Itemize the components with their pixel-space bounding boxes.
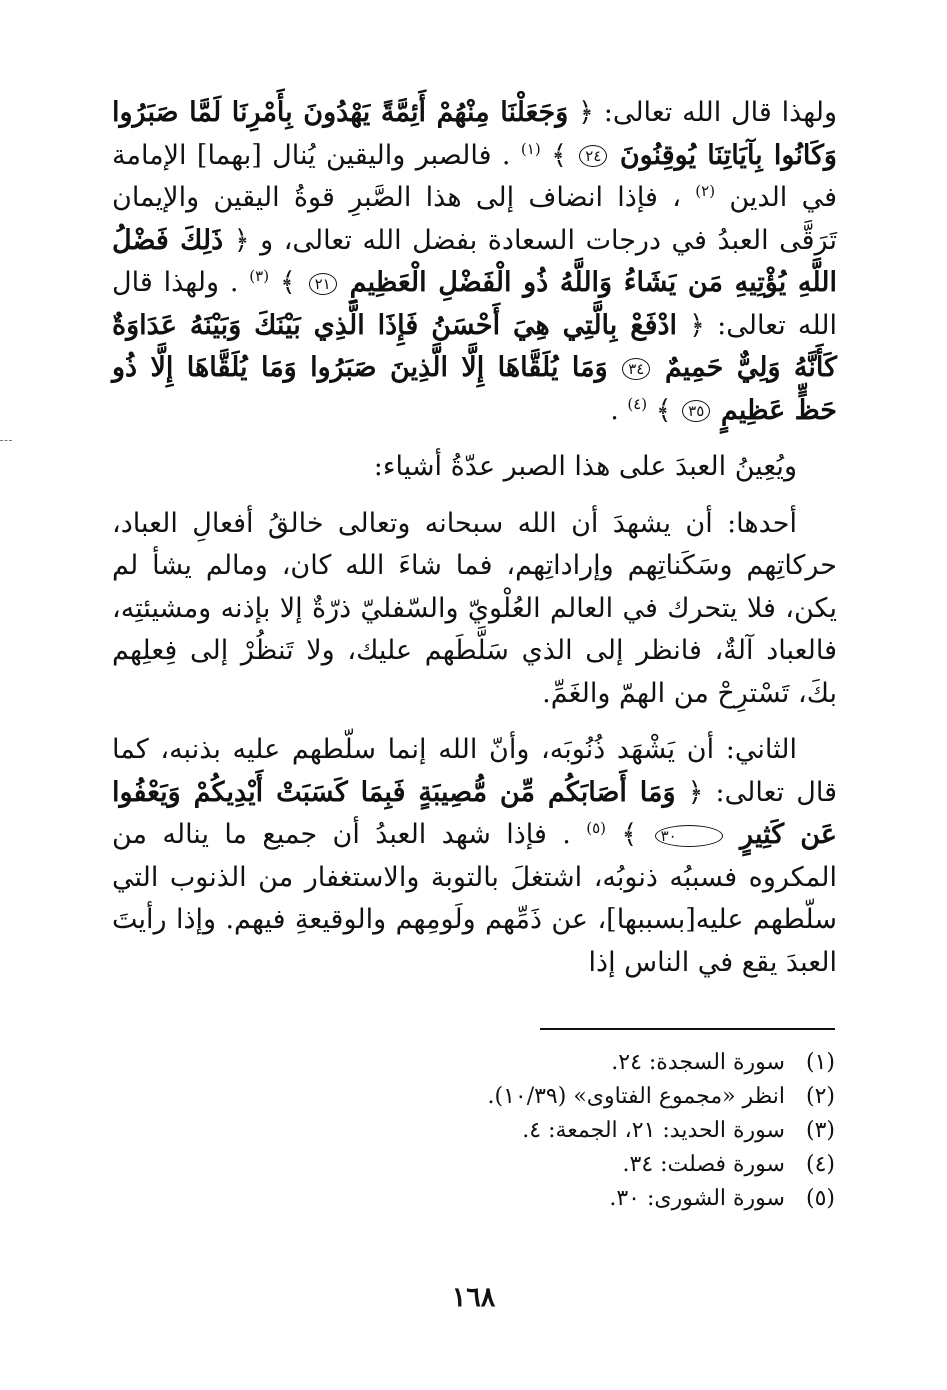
footnotes-list	[235, 1046, 835, 1216]
text-run: .	[610, 394, 619, 426]
text-run: ولهذا قال الله تعالى:	[603, 97, 837, 128]
footnote-text: انظر «مجموع الفتاوى» (١٠/٣٩).	[487, 1084, 785, 1109]
footnote-item	[235, 1080, 835, 1114]
paragraph-3: أحدها: أن يشهدَ أن الله سبحانه وتعالى خالقُ أفعالِ العباد، حركاتِهم وسَكَناتِهم وإراداتِهم، فما شاءَ الله كان، ومالم يشأ لم يكن، فلا يتحرك في العالم العُلْويّ والسّفليّ ذرّةٌ إلا بإذنه ومشيئتِه، فالعباد آلةٌ، فانظر إلى الذي سَلَّطَهم عليك، ولا تَنظُرْ إلى فِعلِهم بكَ، تَسْترِحْ من الهمّ والغَمِّ.	[112, 507, 837, 709]
ornate-bracket-close: ﴾	[279, 267, 296, 298]
footnote-number: (٢)	[805, 1084, 835, 1109]
footnote-text: سورة فصلت: ٣٤.	[622, 1152, 785, 1177]
ayah-number-marker: ٢٤	[579, 145, 607, 167]
text-run: ، فإذا انضاف إلى هذا الصَّبرِ قوةُ اليقين والإيمان تَرَقَّى العبدُ في درجات السعادة بفضل الله تعالى، و	[112, 182, 837, 256]
footnote-item	[235, 1182, 835, 1216]
paragraph-1	[112, 92, 837, 432]
text-run: . فإذا شهد العبدُ أن جميع ما يناله من المكروه فسببُه ذنوبُه، اشتغلَ بالتوبة والاستغفار من الذنوب التي سلّطهم عليه[بسببها]، عن ذَمِّهم ولَومِهم والوقيعةِ فيهم. وإذا رأيتَ العبدَ يقع في الناس إذا	[112, 819, 837, 978]
quran-verse: ادْفَعْ بِالَّتِي هِيَ أَحْسَنُ فَإِذَا الَّذِي بَيْنَكَ وَبَيْنَهُ عَدَاوَةٌ كَأَنَّهُ وَلِيٌّ حَمِيمٌ	[112, 309, 837, 383]
footnote-text: سورة الحديد: ٢١، الجمعة: ٤.	[522, 1118, 785, 1143]
footnote-ref: (٥)	[586, 819, 607, 837]
ayah-number-marker: ٣٥	[682, 400, 710, 422]
footnote-text: سورة الشورى: ٣٠.	[609, 1186, 785, 1211]
footnote-ref: (١)	[520, 139, 541, 158]
paragraph-4	[112, 729, 837, 984]
paragraph-2: ويُعِينُ العبدَ على هذا الصبر عدّةُ أشياء:	[373, 451, 797, 482]
ornate-bracket-open: ﴿	[687, 776, 704, 808]
footnote-item	[235, 1148, 835, 1182]
footnote-number: (٤)	[805, 1152, 835, 1177]
ornate-bracket-close: ﴾	[655, 394, 672, 426]
page-number: ١٦٨	[451, 1282, 496, 1313]
footnote-text: سورة السجدة: ٢٤.	[611, 1050, 785, 1075]
ayah-number-marker: ٣٤	[622, 358, 650, 380]
footnote-number: (٥)	[805, 1186, 835, 1211]
main-text	[112, 92, 837, 984]
ornate-bracket-open: ﴿	[233, 224, 250, 256]
footnote-ref: (٤)	[627, 394, 648, 413]
footnote-separator	[540, 1028, 835, 1030]
ornate-bracket-close: ﴾	[551, 139, 567, 171]
footnote-ref: (٢)	[695, 182, 716, 200]
footnote-number: (١)	[805, 1050, 835, 1075]
footnote-number: (٣)	[805, 1118, 835, 1143]
ornate-bracket-open: ﴿	[578, 97, 594, 128]
ornate-bracket-close: ﴾	[621, 819, 638, 850]
quran-verse: وَجَعَلْنَا مِنْهُمْ أَئِمَّةً يَهْدُونَ بِأَمْرِنَا لَمَّا صَبَرُوا وَكَانُوا بِآيَاتِنَا يُوقِنُونَ	[112, 97, 837, 171]
ornate-bracket-open: ﴿	[689, 309, 705, 341]
text-run: . ولهذا قال الله تعالى:	[112, 267, 837, 341]
ayah-number-marker: ٣٠	[655, 825, 723, 847]
ayah-number-marker: ٢١	[309, 273, 337, 295]
text-run: . فالصبر واليقين يُنال [بهما] الإمامة في الدين	[112, 139, 838, 213]
footnote-item	[235, 1046, 835, 1080]
text-run: الثاني: أن يَشْهَد ذُنُوبَه، وأنّ الله إنما سلّطهم عليه بذنبه، كما قال تعالى:	[112, 734, 837, 808]
footnote-item	[235, 1114, 835, 1148]
quran-verse: وَمَا أَصَابَكُم مِّن مُّصِيبَةٍ فَبِمَا كَسَبَتْ أَيْدِيكُمْ وَيَعْفُوا عَن كَثِيرٍ	[112, 776, 837, 850]
quran-verse: ذَلِكَ فَضْلُ اللَّهِ يُؤْتِيهِ مَن يَشَاءُ وَاللَّهُ ذُو الْفَضْلِ الْعَظِيمِ	[112, 224, 838, 298]
quran-verse: وَمَا يُلَقَّاهَا إِلَّا الَّذِينَ صَبَرُوا وَمَا يُلَقَّاهَا إِلَّا ذُو حَظٍّ عَظِيمٍ	[112, 352, 837, 426]
scan-edge-mark	[0, 440, 12, 441]
footnote-ref: (٣)	[249, 267, 270, 285]
